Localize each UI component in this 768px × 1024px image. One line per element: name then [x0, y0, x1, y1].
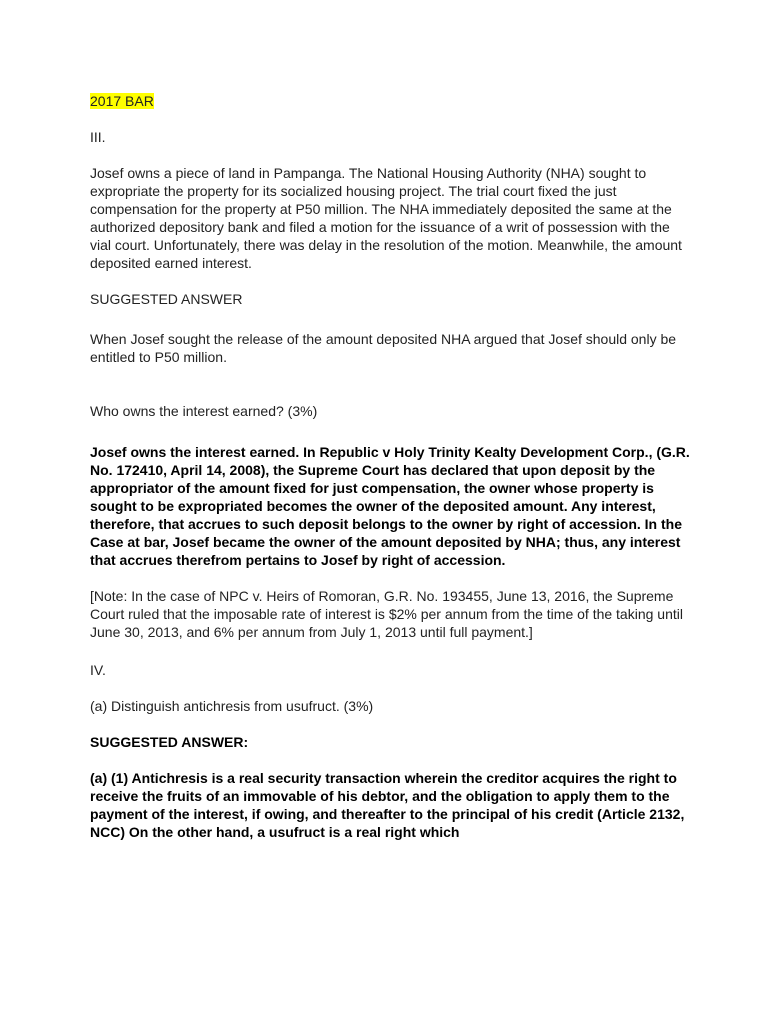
question-interest: Who owns the interest earned? (3%) — [90, 403, 318, 419]
answer-interest: Josef owns the interest earned. In Republic v Holy Trinity Kealty Development Corp., (G.R. No. 172410, April 14, 2008), the Supreme Court has declared that upon deposit by the appropriator of the amount fixed for just compensation, the owner whose property is sought to be expropriated becomes the owner of the deposited amount. Any interest, therefore, that accrues to such deposit belongs to the owner by right of accession. In the Case at bar, Josef became the owner of the amount deposited by NHA; thus, any interest that accrues therefrom pertains to Josef by right of accession. — [90, 444, 690, 568]
document-page — [90, 92, 690, 841]
suggested-answer-heading-bold: SUGGESTED ANSWER: — [90, 734, 249, 750]
section-number-iii: III. — [90, 129, 106, 145]
answer-antichresis: (a) (1) Antichresis is a real security transaction wherein the creditor acquires the right to receive the fruits of an immovable of his debtor, and the obligation to apply them to the payment of the interest, if owing, and thereafter to the principal of his credit (Article 2132, NCC) On the other hand, a usufruct is a real right which — [90, 770, 685, 840]
suggested-answer-heading: SUGGESTED ANSWER — [90, 291, 243, 307]
nha-argument-text: When Josef sought the release of the amount deposited NHA argued that Josef should only be entitled to P50 million. — [90, 331, 677, 365]
exam-tag-paragraph — [90, 92, 690, 110]
note-paragraph: [Note: In the case of NPC v. Heirs of Romoran, G.R. No. 193455, June 13, 2016, the Supreme Court ruled that the imposable rate of interest is $2% per annum from the time of the taking until June 30, 2013, and 6% per annum from July 1, 2013 until full payment.] — [90, 588, 683, 640]
question-facts: Josef owns a piece of land in Pampanga. The National Housing Authority (NHA) sought to expropriate the property for its socialized housing project. The trial court fixed the just compensation for the property at P50 million. The NHA immediately deposited the same at the authorized depository bank and filed a motion for the issuance of a writ of possession with the vial court. Unfortunately, there was delay in the resolution of the motion. Meanwhile, the amount deposited earned interest. — [90, 165, 682, 271]
question-antichresis: (a) Distinguish antichresis from usufruct. (3%) — [90, 698, 374, 714]
section-number-iv: IV. — [90, 662, 106, 678]
exam-tag-highlight: 2017 BAR — [90, 93, 154, 109]
